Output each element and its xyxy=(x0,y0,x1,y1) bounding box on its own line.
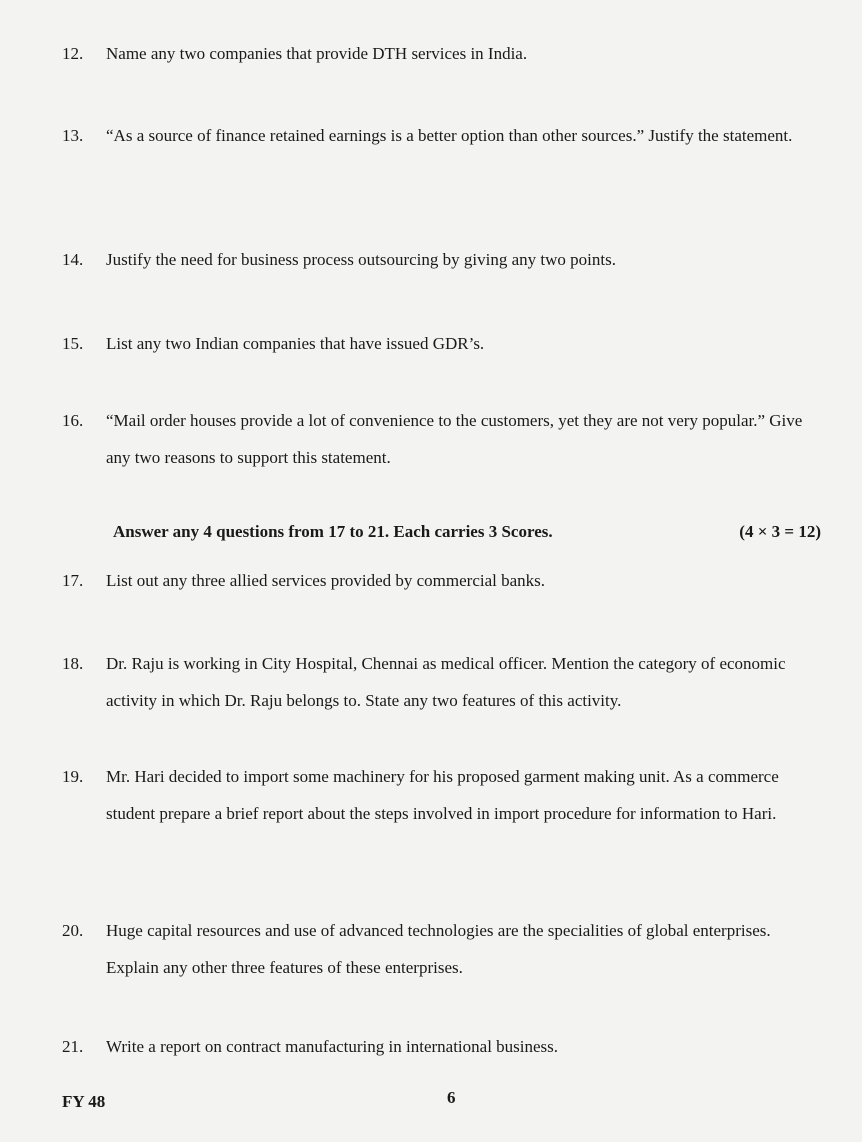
paper-code: FY 48 xyxy=(62,1092,106,1111)
question-13 xyxy=(62,117,822,154)
question-text: “As a source of finance retained earnings is a better option than other sources.” Justify the statement. xyxy=(106,126,793,145)
page-number: 6 xyxy=(447,1088,456,1107)
question-15 xyxy=(62,325,822,362)
question-17 xyxy=(62,562,822,599)
question-16 xyxy=(62,402,822,476)
question-text: “Mail order houses provide a lot of convenience to the customers, yet they are not very popular.” Give any two reasons to support this statement. xyxy=(106,411,803,467)
question-number: 15. xyxy=(62,334,84,353)
question-number: 17. xyxy=(62,571,84,590)
question-number: 20. xyxy=(62,921,84,940)
section-marks: (4 × 3 = 12) xyxy=(739,522,821,541)
question-number: 16. xyxy=(62,411,84,430)
instruction-text: Answer any 4 questions from 17 to 21. Each carries 3 Scores. xyxy=(113,522,553,541)
question-14 xyxy=(62,241,822,278)
question-text: Huge capital resources and use of advanced technologies are the specialities of global enterprises. Explain any other three features of these enterprises. xyxy=(106,921,771,977)
question-number: 21. xyxy=(62,1037,84,1056)
question-number: 18. xyxy=(62,654,84,673)
question-text: Dr. Raju is working in City Hospital, Chennai as medical officer. Mention the category of economic activity in which Dr. Raju belongs to. State any two features of this activity. xyxy=(106,654,786,710)
question-text: Mr. Hari decided to import some machinery for his proposed garment making unit. As a commerce student prepare a brief report about the steps involved in import procedure for information to Hari. xyxy=(106,767,779,823)
section-instruction xyxy=(113,522,821,542)
question-text: List any two Indian companies that have issued GDR’s. xyxy=(106,334,485,353)
question-text: List out any three allied services provided by commercial banks. xyxy=(106,571,546,590)
question-12 xyxy=(62,35,822,72)
question-number: 19. xyxy=(62,767,84,786)
question-19 xyxy=(62,758,822,832)
question-text: Justify the need for business process outsourcing by giving any two points. xyxy=(106,250,616,269)
question-18 xyxy=(62,645,822,719)
question-number: 12. xyxy=(62,44,84,63)
question-text: Write a report on contract manufacturing in international business. xyxy=(106,1037,559,1056)
question-number: 14. xyxy=(62,250,84,269)
question-text: Name any two companies that provide DTH services in India. xyxy=(106,44,528,63)
question-20 xyxy=(62,912,822,986)
question-number: 13. xyxy=(62,126,84,145)
question-21 xyxy=(62,1028,822,1065)
